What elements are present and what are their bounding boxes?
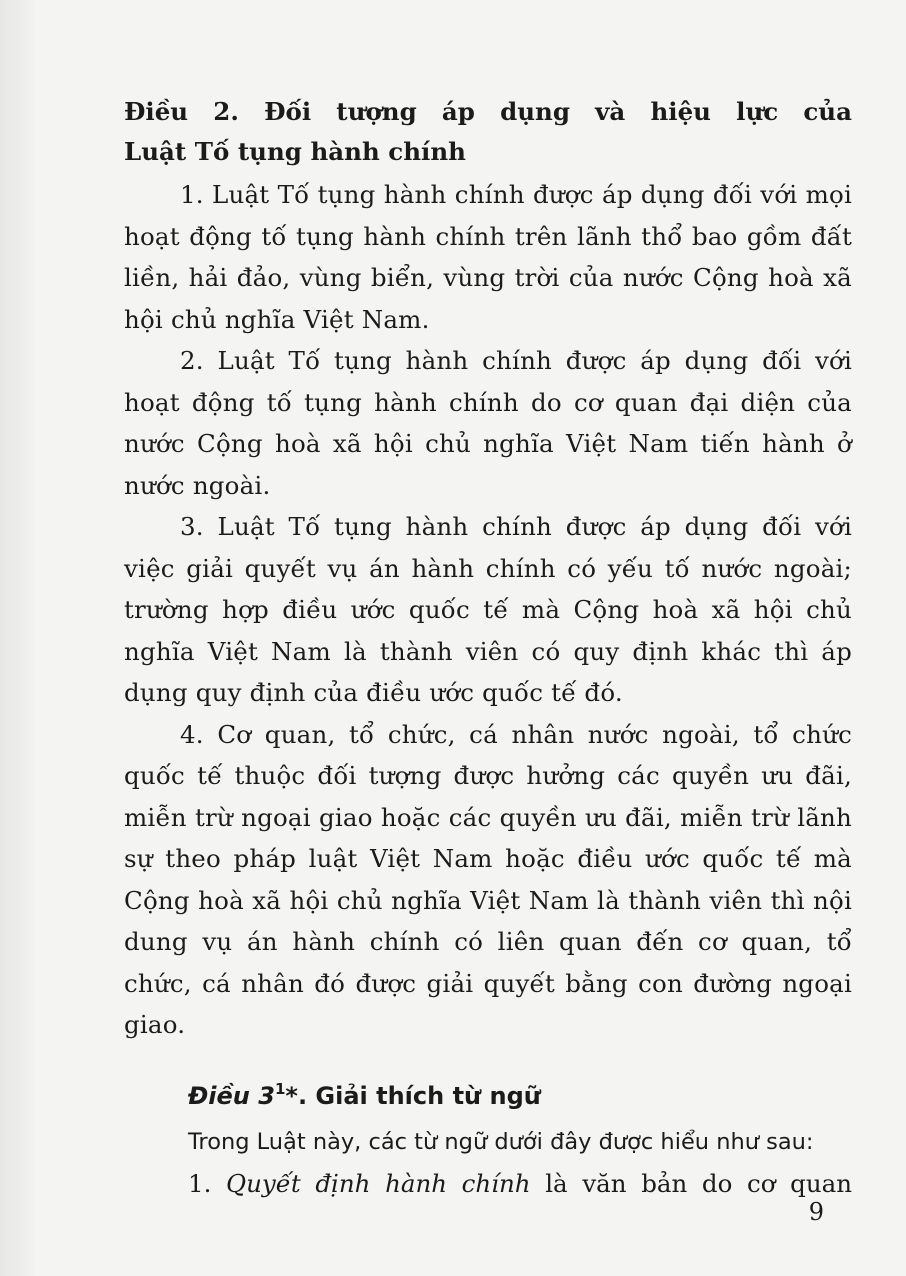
page-number: 9: [808, 1198, 824, 1226]
book-page: [34, 0, 906, 1276]
article-3-heading: [124, 1076, 852, 1116]
article-2-clause-2: 2. Luật Tố tụng hành chính được áp dụng đối với hoạt động tố tụng hành chính do cơ quan đại diện của nước Cộng hoà xã hội chủ nghĩa Việt Nam tiến hành ở nước ngoài.: [124, 346, 852, 500]
article-2-heading-line-1: Điều 2. Đối tượng áp dụng và hiệu lực của: [124, 97, 852, 126]
definition-1-number: 1.: [188, 1168, 227, 1198]
definition-1-text: là văn bản do cơ quan: [530, 1168, 853, 1198]
article-3-asterisk: *: [285, 1081, 298, 1110]
definition-1: [124, 1163, 852, 1205]
page-content: [124, 92, 852, 1204]
article-2-clause-1: 1. Luật Tố tụng hành chính được áp dụng đối với mọi hoạt động tố tụng hành chính trên lãnh thổ bao gồm đất liền, hải đảo, vùng biển, vùng trời của nước Cộng hoà xã hội chủ nghĩa Việt Nam.: [124, 180, 852, 334]
article-2-heading: [124, 92, 852, 172]
page-gutter: [0, 0, 34, 1276]
article-3-title: . Giải thích từ ngữ: [297, 1081, 541, 1110]
article-2-clause-4: 4. Cơ quan, tổ chức, cá nhân nước ngoài, tổ chức quốc tế thuộc đối tượng được hưởng các quyền ưu đãi, miễn trừ ngoại giao hoặc các quyền ưu đãi, miễn trừ lãnh sự theo pháp luật Việt Nam hoặc điều ước quốc tế mà Cộng hoà xã hội chủ nghĩa Việt Nam là thành viên thì nội dung vụ án hành chính có liên quan đến cơ quan, tổ chức, cá nhân đó được giải quyết bằng con đường ngoại giao.: [124, 719, 852, 1039]
article-3-intro: Trong Luật này, các từ ngữ dưới đây được hiểu như sau:: [188, 1128, 814, 1155]
article-3-label: Điều 3: [188, 1081, 275, 1110]
footnote-marker: 1: [274, 1079, 286, 1098]
article-2-heading-line-2: Luật Tố tụng hành chính: [124, 137, 466, 166]
article-2-clause-3: 3. Luật Tố tụng hành chính được áp dụng đối với việc giải quyết vụ án hành chính có yếu tố nước ngoài; trường hợp điều ước quốc tế mà Cộng hoà xã hội chủ nghĩa Việt Nam là thành viên có quy định khác thì áp dụng quy định của điều ước quốc tế đó.: [124, 512, 852, 707]
definition-1-term: Quyết định hành chính: [226, 1168, 531, 1198]
